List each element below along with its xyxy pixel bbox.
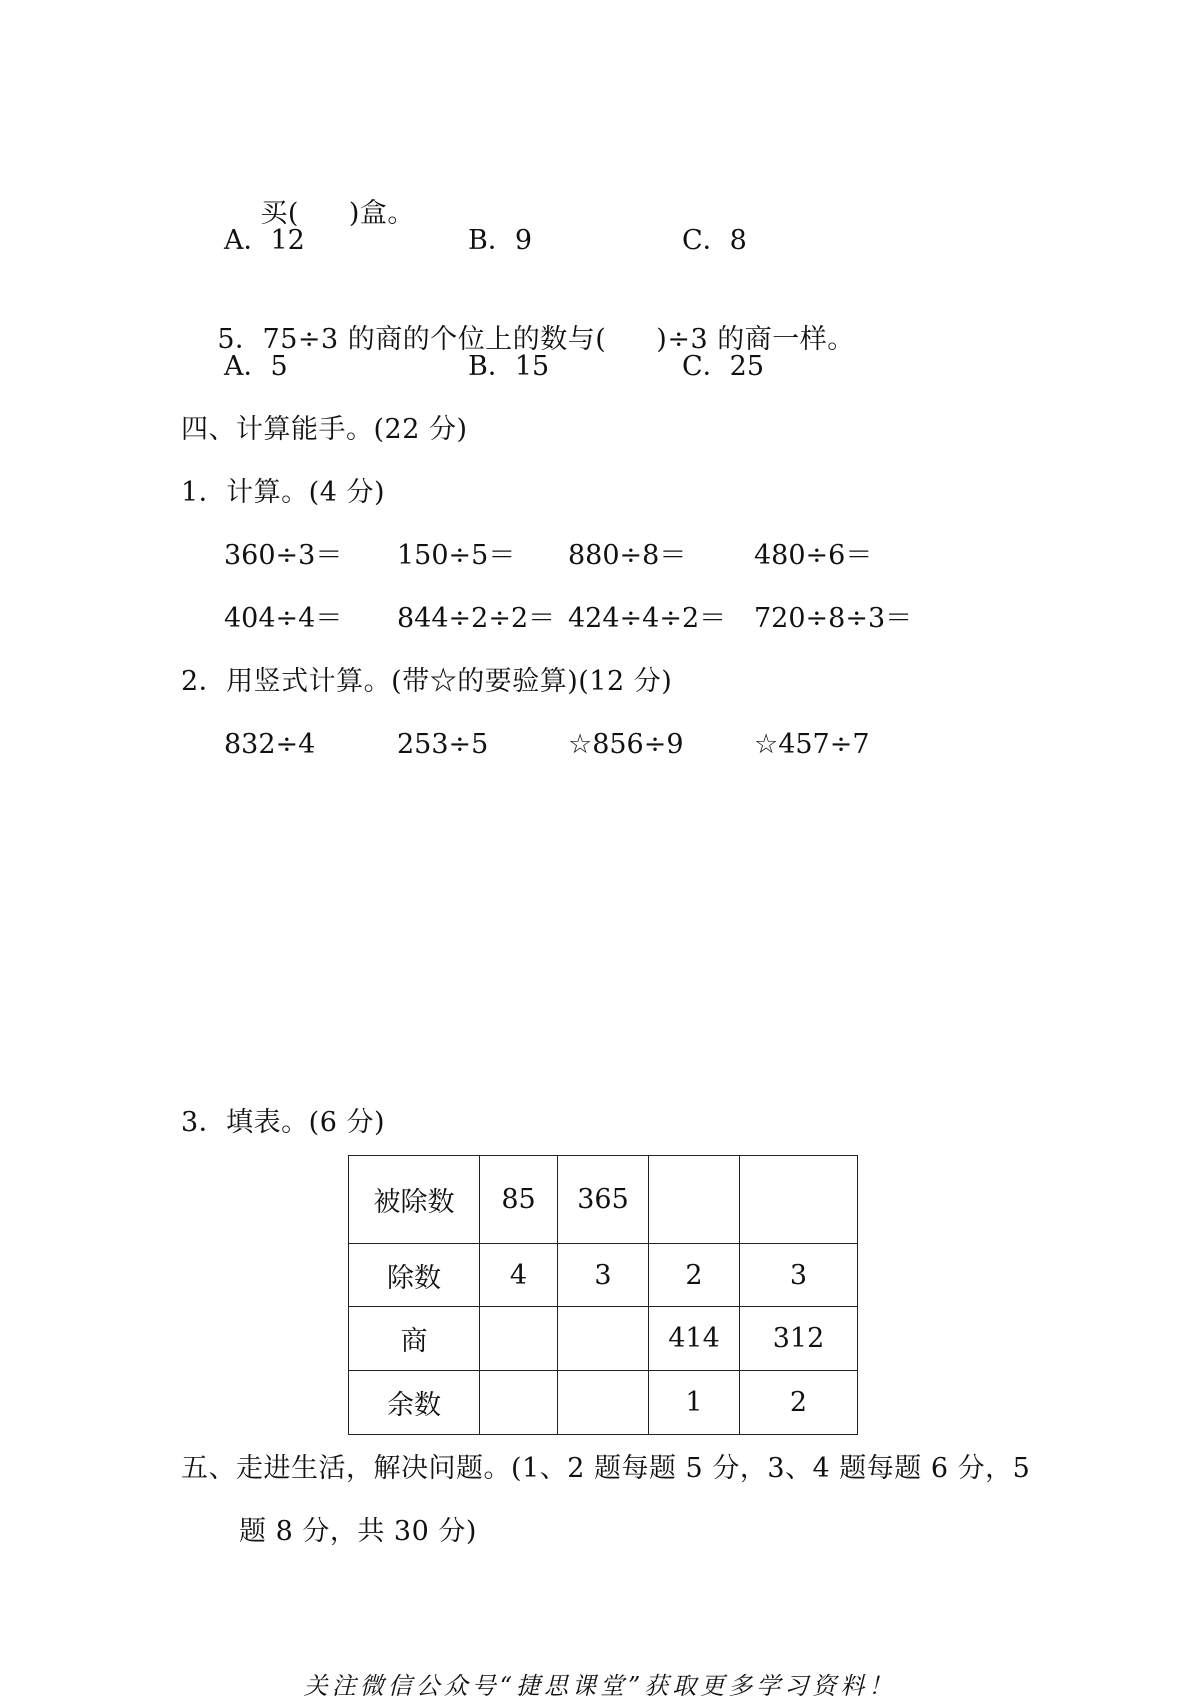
answer-cell[interactable] xyxy=(480,1307,558,1371)
row-label: 商 xyxy=(349,1307,480,1371)
q4-text-end: )盒。 xyxy=(348,198,415,229)
answer-cell[interactable] xyxy=(558,1371,649,1435)
answer-cell[interactable] xyxy=(480,1371,558,1435)
row-label: 除数 xyxy=(349,1244,480,1307)
table-cell: 2 xyxy=(649,1244,740,1307)
answer-cell[interactable] xyxy=(740,1156,858,1244)
section4-title: 四、计算能手。(22 分) xyxy=(181,414,468,445)
calc-item: 720÷8÷3＝ xyxy=(754,603,913,634)
section5-title-line1: 五、走进生活，解决问题。(1、2 题每题 5 分，3、4 题每题 6 分，5 xyxy=(181,1453,1031,1484)
q4-text-start: 买( xyxy=(260,198,299,229)
q5-option-c: C．25 xyxy=(682,351,765,382)
calc-item: 844÷2÷2＝ xyxy=(397,603,556,634)
vertical-calc-item: 832÷4 xyxy=(224,729,316,760)
section5-title-line2: 题 8 分，共 30 分) xyxy=(239,1516,477,1547)
q5-option-a: A．5 xyxy=(224,351,288,382)
section4-part3-title: 3．填表。(6 分) xyxy=(181,1107,386,1138)
table-cell: 2 xyxy=(740,1371,858,1435)
vertical-calc-item: ☆856÷9 xyxy=(568,729,684,760)
q5-text-end: )÷3 的商一样。 xyxy=(656,324,855,355)
calc-item: 424÷4÷2＝ xyxy=(568,603,727,634)
q5-text-start: 5．75÷3 的商的个位上的数与( xyxy=(217,324,607,355)
table-cell: 365 xyxy=(558,1156,649,1244)
calc-item: 150÷5＝ xyxy=(397,540,516,571)
table-cell: 85 xyxy=(480,1156,558,1244)
table-cell: 312 xyxy=(740,1307,858,1371)
row-label: 被除数 xyxy=(349,1156,480,1244)
calc-item: 404÷4＝ xyxy=(224,603,343,634)
table-row xyxy=(349,1156,858,1244)
table-row xyxy=(349,1307,858,1371)
answer-cell[interactable] xyxy=(558,1307,649,1371)
calc-item: 880÷8＝ xyxy=(568,540,687,571)
vertical-calc-item: 253÷5 xyxy=(397,729,489,760)
table-cell: 3 xyxy=(558,1244,649,1307)
fill-in-table xyxy=(348,1155,858,1435)
calc-item: 480÷6＝ xyxy=(754,540,873,571)
q4-option-b: B．9 xyxy=(468,225,533,256)
row-label: 余数 xyxy=(349,1371,480,1435)
section4-part1-title: 1．计算。(4 分) xyxy=(181,477,386,508)
table-cell: 4 xyxy=(480,1244,558,1307)
q4-option-a: A．12 xyxy=(224,225,305,256)
section4-part2-title: 2．用竖式计算。(带☆的要验算)(12 分) xyxy=(181,666,673,697)
calc-item: 360÷3＝ xyxy=(224,540,343,571)
table-cell: 1 xyxy=(649,1371,740,1435)
table-cell: 3 xyxy=(740,1244,858,1307)
answer-cell[interactable] xyxy=(649,1156,740,1244)
q5-option-b: B．15 xyxy=(468,351,550,382)
vertical-calc-item: ☆457÷7 xyxy=(754,729,870,760)
table-row xyxy=(349,1244,858,1307)
table-row xyxy=(349,1371,858,1435)
table-cell: 414 xyxy=(649,1307,740,1371)
footer-banner: 关注微信公众号“捷思课堂”获取更多学习资料！ xyxy=(303,1672,897,1700)
q4-option-c: C．8 xyxy=(682,225,747,256)
